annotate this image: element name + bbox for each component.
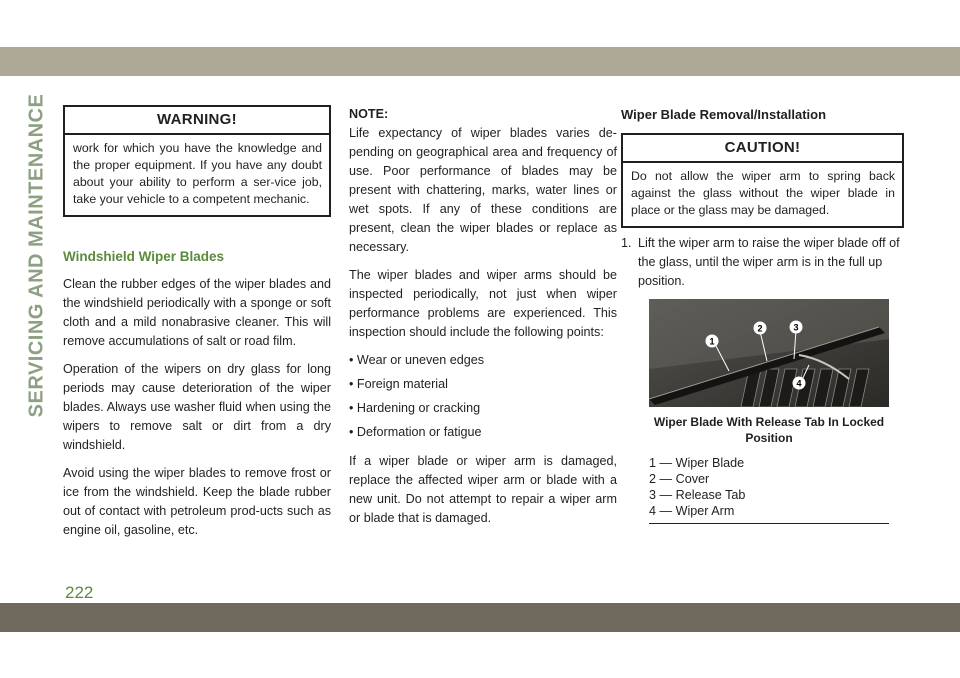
warning-title: WARNING! — [65, 107, 329, 135]
callout-2-label: 2 — [757, 323, 763, 334]
list-item: • Foreign material — [349, 377, 448, 391]
callout-3 — [790, 321, 803, 334]
figure-caption: Wiper Blade With Release Tab In Locked Position — [653, 415, 885, 445]
section-side-tab-label: SERVICING AND MAINTENANCE — [25, 93, 48, 417]
warning-box — [63, 105, 331, 217]
step-1 — [621, 234, 904, 291]
caution-body: Do not allow the wiper arm to spring back against the glass without the wiper blade in place or the glass may be damaged. — [631, 169, 895, 217]
callout-4 — [793, 377, 806, 390]
figure-legend — [649, 455, 889, 524]
note-text: Life expectancy of wiper blades varies de-pending on geographical area and frequency of use. Poor performance of blades may be present with chattering, marks, water lines or wet spots. If any of these conditions are present, clean the wiper blades or replace as necessary. — [349, 126, 617, 254]
callout-1-label: 1 — [709, 336, 715, 347]
step-number: 1. — [621, 236, 632, 250]
page-number: 222 — [65, 583, 94, 602]
list-item: • Hardening or cracking — [349, 401, 481, 415]
callout-2 — [754, 322, 767, 335]
callout-4-label: 4 — [796, 378, 802, 389]
caution-box — [621, 133, 904, 228]
legend-item: 3 — Release Tab — [649, 488, 746, 502]
list-item: • Wear or uneven edges — [349, 353, 485, 367]
legend-item: 1 — Wiper Blade — [649, 456, 745, 470]
footer-band — [0, 603, 960, 632]
paragraph: Operation of the wipers on dry glass for long periods may cause deterioration of the wiper blades. Always use washer fluid when using the wipers to remove salt or dirt from a dry windshield. — [63, 362, 331, 452]
section-heading-wiper-blades: Windshield Wiper Blades — [63, 249, 225, 264]
section-heading-removal: Wiper Blade Removal/Installation — [621, 107, 827, 122]
damage-paragraph: If a wiper blade or wiper arm is damaged, replace the affected wiper arm or blade with a new unit. Do not attempt to repair a wiper arm or blade that is damaged. — [349, 454, 617, 525]
step-text: Lift the wiper arm to raise the wiper blade off of the glass, until the wiper arm is in the full up position. — [638, 236, 900, 288]
column-left — [63, 105, 331, 549]
inspection-paragraph: The wiper blades and wiper arms should be inspected periodically, not just when wiper performance problems are experienced. This inspection should include the following points: — [349, 268, 617, 339]
warning-body: work for which you have the knowledge and the proper equipment. If you have any doubt about your ability to perform a ser-vice job, take your vehicle to a competent mechanic. — [73, 141, 322, 206]
wiper-blade-figure — [649, 299, 889, 407]
callout-3-label: 3 — [793, 322, 799, 333]
paragraph: Clean the rubber edges of the wiper blades and the windshield periodically with a sponge or soft cloth and a mild nonabrasive cleaner. This will remove accumulations of salt or road film. — [63, 277, 331, 348]
section-side-tab — [25, 93, 49, 417]
note-label: NOTE: — [349, 107, 389, 121]
wiper-illustration — [649, 299, 889, 407]
header-band — [0, 47, 960, 76]
column-right — [621, 105, 904, 524]
legend-item: 2 — Cover — [649, 472, 710, 486]
callout-1 — [706, 335, 719, 348]
paragraph: Avoid using the wiper blades to remove frost or ice from the windshield. Keep the blade rubber out of contact with petroleum prod-ucts such as engine oil, gasoline, etc. — [63, 466, 331, 537]
column-middle — [349, 105, 617, 537]
legend-item: 4 — Wiper Arm — [649, 504, 735, 518]
list-item: • Deformation or fatigue — [349, 425, 482, 439]
caution-title: CAUTION! — [623, 135, 902, 163]
